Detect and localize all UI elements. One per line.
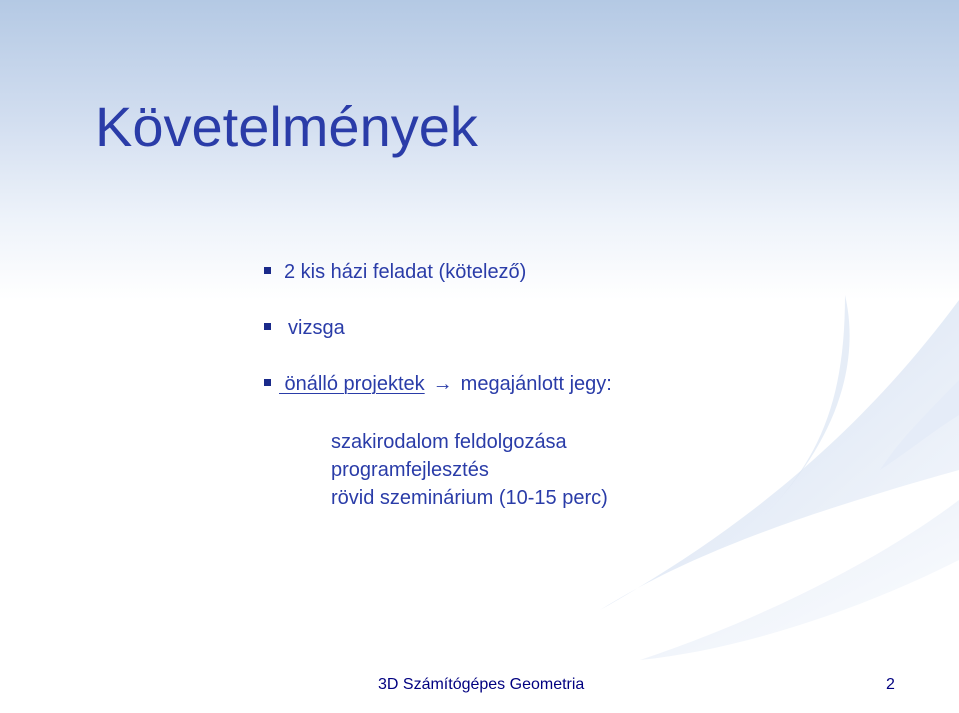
square-bullet-icon — [264, 323, 271, 330]
footer-text: 3D Számítógépes Geometria — [378, 676, 585, 693]
bullet-item — [264, 258, 526, 286]
detail-line: rövid szeminárium (10-15 perc) — [331, 487, 608, 509]
page-number: 2 — [886, 676, 895, 693]
bullet-item — [264, 314, 345, 342]
slide-title: Követelmények — [95, 95, 478, 158]
bullet-text: 2 kis házi feladat (kötelező) — [284, 261, 527, 283]
detail-line: programfejlesztés — [331, 459, 489, 481]
detail-line: szakirodalom feldolgozása — [331, 431, 567, 453]
bullet-text: vizsga — [288, 317, 345, 339]
square-bullet-icon — [264, 379, 271, 386]
projects-link[interactable]: önálló projektek — [279, 373, 425, 395]
square-bullet-icon — [264, 267, 271, 274]
bullet-item — [264, 370, 612, 398]
right-arrow-icon: → — [432, 373, 453, 395]
project-details — [331, 428, 608, 512]
bullet-text: megajánlott jegy: — [460, 373, 612, 395]
